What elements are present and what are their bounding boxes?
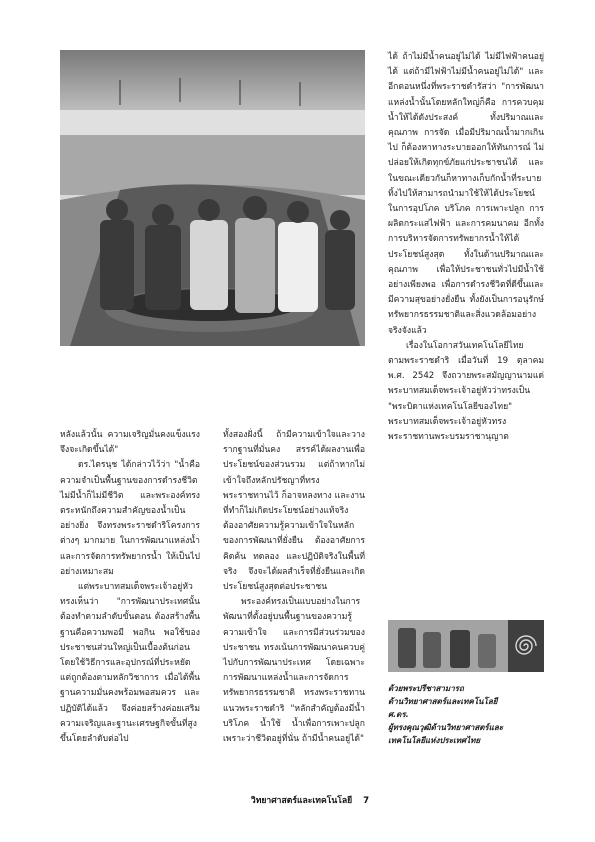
article-paragraph: หลังแล้วนั้น ความเจริญมั่นคงแข็งแรงจึงจะเกิดขึ้นได้" bbox=[60, 430, 200, 456]
inset-photo bbox=[388, 620, 508, 672]
article-column-middle bbox=[223, 428, 365, 747]
page-number: 7 bbox=[363, 796, 370, 806]
main-photo bbox=[60, 50, 365, 346]
article-paragraph: แต่พระบาทสมเด็จพระเจ้าอยู่หัวทรงเห็นว่า "การพัฒนาประเทศนั้น ต้องทำตามลำดับขั้นตอน ต้องสร้างพื้นฐานคือความพอมี พอกิน พอใช้ของประชาชนส่วนใหญ่เป็นเบื้องต้นก่อน โดยใช้วิธีการและอุปกรณ์ที่ประหยัดแต่ถูกต้องตามหลักวิชาการ เมื่อได้พื้นฐานความมั่นคงพร้อมพอสมควร และปฏิบัติได้แล้ว จึงค่อยสร้างค่อยเสริมความเจริญและฐานะเศรษฐกิจขั้นที่สูงขึ้นโดยลำดับต่อไป bbox=[60, 582, 200, 745]
page-footer bbox=[236, 793, 376, 807]
photo-caption bbox=[388, 682, 544, 747]
caption-line: ด้านวิทยาศาสตร์และเทคโนโลยี bbox=[388, 697, 498, 706]
caption-line: เทคโนโลยีแห่งประเทศไทย bbox=[388, 736, 481, 745]
article-paragraph: พระองค์ทรงเป็นแบบอย่างในการพัฒนาที่ตั้งอยู่บนพื้นฐานของความรู้ ความเข้าใจ และการมีส่วนร่วมของประชาชน ทรงเน้นการพัฒนาคนควบคู่ไปกับการพัฒนาประเทศ โดยเฉพาะการพัฒนาแหล่งน้ำและการจัดการทรัพยากรธรรมชาติ ทรงพระราชทานแนวพระราชดำริ "หลักสำคัญต้องมีน้ำบริโภค น้ำใช้ น้ำเพื่อการเพาะปลูก เพราะว่าชีวิตอยู่ที่นั่น ถ้ามีน้ำคนอยู่ได้" bbox=[223, 597, 365, 745]
article-column-right bbox=[388, 50, 544, 445]
caption-line: ศ.ดร. bbox=[388, 710, 409, 719]
article-paragraph: ดร.ไตรนุช ได้กล่าวไว้ว่า "น้ำคือความจำเป็นพื้นฐานของการดำรงชีวิต ไม่มีน้ำก็ไม่มีชีวิต และพระองค์ทรงตระหนักถึงความสำคัญของน้ำเป็นอย่างยิ่ง จึงทรงพระราชดำริโครงการต่างๆ มากมาย ในการพัฒนาแหล่งน้ำ และการจัดการทรัพยากรน้ำ ให้เป็นไปอย่างเหมาะสม bbox=[60, 460, 200, 577]
publication-name: วิทยาศาสตร์และเทคโนโลยี bbox=[250, 796, 353, 806]
crescent-logo-icon bbox=[480, 755, 494, 767]
spiral-graphic bbox=[508, 620, 544, 672]
article-paragraph: ทั้งสองฝั่งนี้ ถ้ามีความเข้าใจและวางรากฐานที่มั่นคง สรรค์ได้ผลงานเพื่อประโยชน์ของส่วนรวม แต่ถ้าหากไม่เข้าใจถึงหลักปรัชญาที่ทรงพระราชทานไว้ ก็อาจหลงทาง และงานที่ทำก็ไม่เกิดประโยชน์อย่างแท้จริง ต้องอาศัยความรู้ความเข้าใจในหลักของการพัฒนาที่ยั่งยืน ต้องอาศัยการคิดค้น ทดลอง และปฏิบัติจริงในพื้นที่จริง จึงจะได้ผลสำเร็จที่ยั่งยืนและเกิดประโยชน์สูงสุดต่อประชาชน bbox=[223, 430, 365, 593]
article-paragraph: ได้ ถ้าไม่มีน้ำคนอยู่ไม่ได้ ไม่มีไฟฟ้าคนอยู่ได้ แต่ถ้ามีไฟฟ้าไม่มีน้ำคนอยู่ไม่ได้" และอีกตอนหนึ่งที่พระราชดำรัสว่า "การพัฒนาแหล่งน้ำนั้นโดยหลักใหญ่ก็คือ การควบคุมน้ำให้ได้ดังประสงค์ ทั้งปริมาณและคุณภาพ การจัด เมื่อมีปริมาณน้ำมากเกินไป ก็ต้องหาทางระบายออกให้ทันการณ์ ไม่ปล่อยให้เกิดทุกข์ภัยแก่ประชาชนได้ และในขณะเดียวกันก็หาทางเก็บกักน้ำที่ระบายทิ้งไปให้สามารถนำมาใช้ให้ได้ประโยชน์ในการอุปโภค บริโภค การเพาะปลูก การผลิตกระแสไฟฟ้า และการคมนาคม อีกทั้งการบริหารจัดการทรัพยากรน้ำให้ได้ประโยชน์สูงสุด ทั้งในด้านปริมาณและคุณภาพ เพื่อให้ประชาชนทั่วไปมีน้ำใช้อย่างเพียงพอ เพื่อการดำรงชีวิตที่ดีขึ้นและมีความสุขอย่างยั่งยืน ทั้งยังเป็นการอนุรักษ์ทรัพยากรธรรมชาติและสิ่งแวดล้อมอย่างจริงจังแล้ว bbox=[388, 52, 544, 336]
article-paragraph: เรื่องในโอกาสวันเทคโนโลยีไทยตามพระราชดำริ เมื่อวันที่ 19 ตุลาคม พ.ศ. 2542 จึงถวายพระสมัญญานามแด่พระบาทสมเด็จพระเจ้าอยู่หัวว่าทรงเป็น "พระบิดาแห่งเทคโนโลยีของไทย" พระบาทสมเด็จพระเจ้าอยู่หัวทรงพระราชทานพระบรมราชานุญาต bbox=[388, 340, 544, 443]
article-column-left bbox=[60, 428, 200, 747]
caption-line: ผู้ทรงคุณวุฒิด้านวิทยาศาสตร์และ bbox=[388, 723, 504, 732]
caption-line: ด้วยพระปรีชาสามารถ bbox=[388, 684, 464, 693]
